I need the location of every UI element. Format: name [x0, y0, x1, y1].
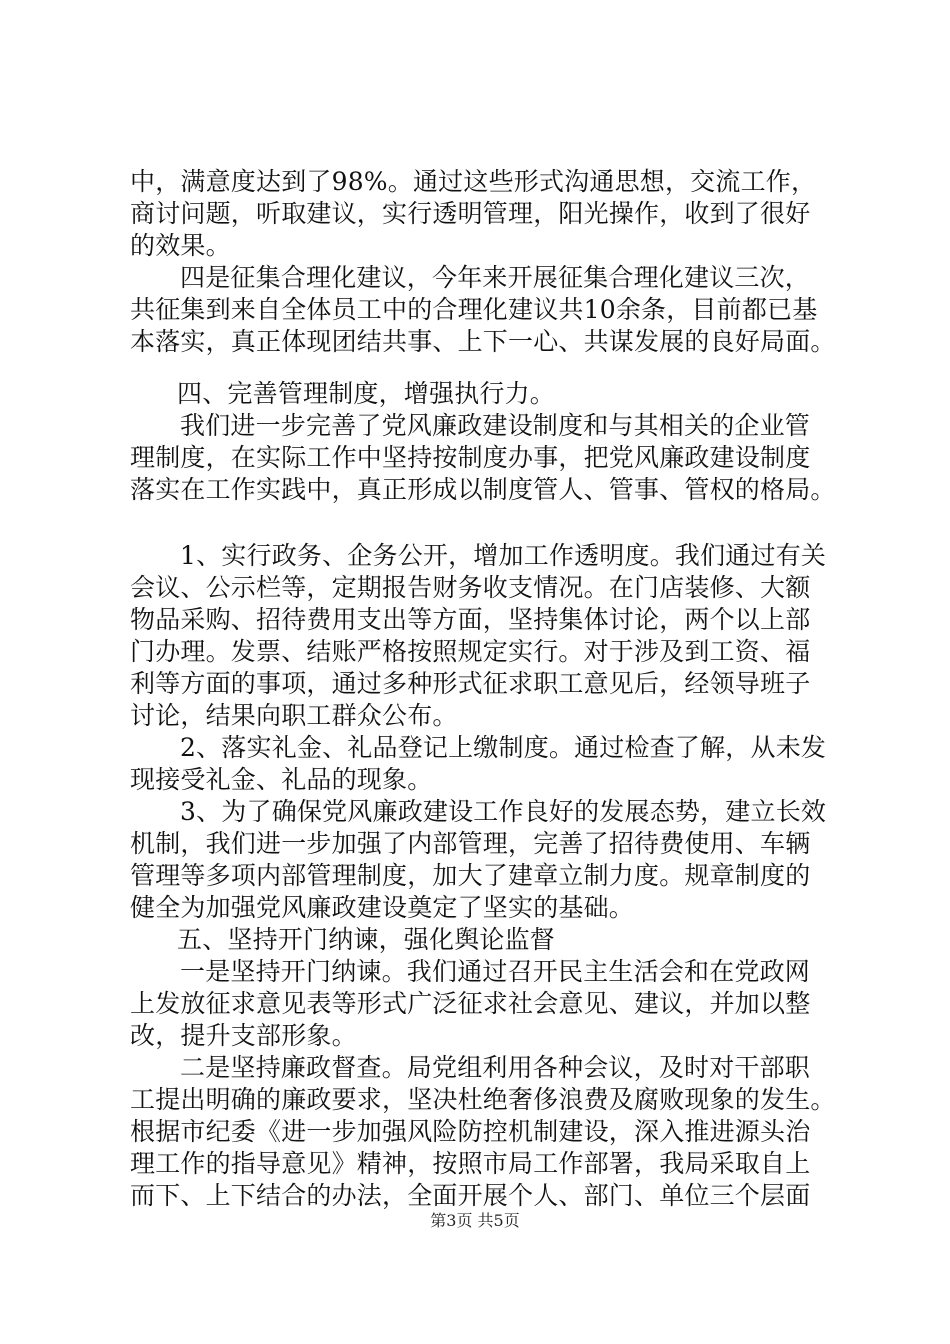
text-line: 讨论，结果向职工群众公布。 [130, 701, 458, 730]
text-line: 工提出明确的廉政要求，坚决杜绝奢侈浪费及腐败现象的发生。 [130, 1085, 836, 1114]
text-line: 本落实，真正体现团结共事、上下一心、共谋发展的良好局面。 [130, 327, 836, 356]
text-line: 一是坚持开门纳谏。我们通过召开民主生活会和在党政网 [180, 957, 811, 986]
text-line: 3、为了确保党风廉政建设工作良好的发展态势，建立长效 [180, 797, 827, 826]
page-footer: 第3页 共5页 [430, 1211, 520, 1230]
text-line: 现接受礼金、礼品的现象。 [130, 765, 433, 794]
text-line: 四是征集合理化建议，今年来开展征集合理化建议三次， [180, 263, 811, 292]
text-line: 商讨问题，听取建议，实行透明管理，阳光操作，收到了很好 [130, 199, 811, 228]
text-line: 共征集到来自全体员工中的合理化建议共10余条，目前都已基 [130, 295, 818, 324]
text-line: 门办理。发票、结账严格按照规定实行。对于涉及到工资、福 [130, 637, 811, 666]
text-line: 二是坚持廉政督查。局党组利用各种会议，及时对干部职 [180, 1053, 811, 1082]
text-line: 理工作的指导意见》精神，按照市局工作部署，我局采取自上 [130, 1149, 811, 1178]
text-line: 利等方面的事项，通过多种形式征求职工意见后，经领导班子 [130, 669, 811, 698]
text-line: 的效果。 [130, 231, 231, 260]
text-line: 1、实行政务、企务公开，增加工作透明度。我们通过有关 [180, 541, 827, 570]
text-line: 上发放征求意见表等形式广泛征求社会意见、建议，并加以整 [130, 989, 811, 1018]
text-line: 健全为加强党风廉政建设奠定了坚实的基础。 [130, 893, 635, 922]
text-line: 而下、上下结合的办法，全面开展个人、部门、单位三个层面 [130, 1181, 811, 1210]
section-heading: 五、坚持开门纳谏，强化舆论监督 [177, 925, 556, 954]
text-line: 改，提升支部形象。 [130, 1021, 357, 1050]
text-line: 管理等多项内部管理制度，加大了建章立制力度。规章制度的 [130, 861, 811, 890]
paragraph-gap [130, 506, 845, 540]
text-line: 物品采购、招待费用支出等方面，坚持集体讨论，两个以上部 [130, 605, 811, 634]
text-line: 根据市纪委《进一步加强风险防控机制建设，深入推进源头治 [130, 1117, 811, 1146]
text-line: 2、落实礼金、礼品登记上缴制度。通过检查了解，从未发 [180, 733, 827, 762]
text-line: 理制度，在实际工作中坚持按制度办事，把党风廉政建设制度 [130, 443, 811, 472]
text-line: 机制，我们进一步加强了内部管理，完善了招待费使用、车辆 [130, 829, 811, 858]
text-line: 我们进一步完善了党风廉政建设制度和与其相关的企业管 [180, 411, 811, 440]
document-body [130, 166, 845, 1212]
paragraph-gap [130, 358, 845, 378]
section-heading: 四、完善管理制度，增强执行力。 [177, 379, 556, 408]
text-line: 落实在工作实践中，真正形成以制度管人、管事、管权的格局。 [130, 475, 836, 504]
text-line: 会议、公示栏等，定期报告财务收支情况。在门店装修、大额 [130, 573, 811, 602]
text-line: 中，满意度达到了98%。通过这些形式沟通思想，交流工作， [130, 167, 817, 196]
